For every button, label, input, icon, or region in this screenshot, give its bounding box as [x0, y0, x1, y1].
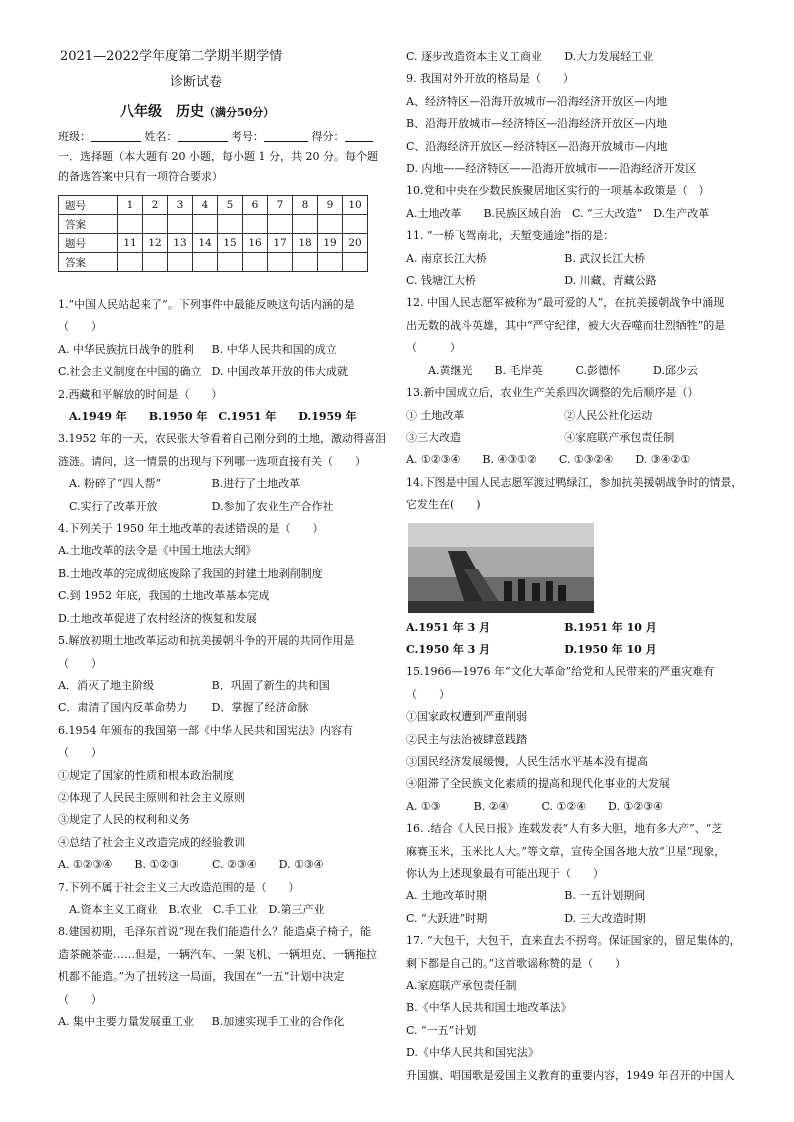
question-line: ①国家政权遭到严重削弱 — [406, 710, 527, 724]
question-number-cell: 20 — [343, 234, 368, 253]
answer-cell[interactable] — [118, 215, 143, 234]
question-line: 12. 中国人民志愿军被称为“最可爱的人”，在抗美援朝战争中涌现 — [406, 296, 725, 310]
option-row — [406, 248, 750, 270]
grade-subject — [58, 98, 392, 127]
exam-no-field[interactable] — [264, 129, 308, 142]
option-text: A. 集中主要力量发展重工业 — [58, 1015, 194, 1028]
score-field[interactable] — [345, 129, 373, 142]
answer-cell[interactable] — [243, 215, 268, 234]
question-number-cell: 3 — [168, 196, 193, 215]
question-line: 麻赛玉米，玉米比人大。”等文章，宣传全国各地大放“卫星”现象， — [406, 844, 726, 858]
question-line: A. ①③ B. ②④ C. ①②④ D. ①②③④ — [406, 799, 663, 813]
answer-cell[interactable] — [118, 253, 143, 272]
question-line: A. ①②③④ B. ④③①② C. ①③②④ D. ③④②① — [406, 453, 691, 467]
question-line: ④阻滞了全民族文化素质的提高和现代化事业的大发展 — [406, 777, 670, 791]
question-number-header: 题号 — [59, 196, 118, 215]
option-row — [406, 885, 750, 907]
option-row — [406, 270, 750, 292]
question-line: （ ） — [58, 320, 102, 334]
option-text: C. 逐步改造资本主义工商业 — [406, 50, 543, 63]
answer-cell[interactable] — [318, 215, 343, 234]
question-line: 2.西藏和平解放的时间是（ ） — [58, 387, 223, 401]
class-label: 班级： — [58, 130, 91, 143]
option-text: A. 南京长江大桥 — [406, 251, 487, 265]
question-line: ②体现了人民民主原则和社会主义原则 — [58, 790, 245, 804]
question-number-cell: 14 — [193, 234, 218, 253]
question-line: B、沿海开放城市—经济特区—沿海经济开放区—内地 — [406, 117, 668, 131]
class-field[interactable] — [91, 129, 141, 142]
right-questions-top — [406, 46, 750, 517]
option-text: B.进行了土地改革 — [211, 477, 301, 491]
question-line: B.《中华人民共和国土地改革法》 — [406, 1001, 572, 1015]
question-line: 它发生在( ) — [406, 498, 481, 512]
answer-cell[interactable] — [268, 253, 293, 272]
question-line: 造茶碗茶壶……但是，一辆汽车、一架飞机、一辆坦克、一辆拖拉 — [58, 947, 377, 961]
table-row — [59, 196, 368, 215]
instructions-line1: 一．选择题（本大题有 20 小题，每小题 1 分，共 20 分。每个题 — [58, 150, 378, 163]
option-row — [58, 473, 392, 495]
name-field[interactable] — [178, 129, 228, 142]
question-line: （ ） — [406, 341, 461, 355]
question-number-cell: 5 — [218, 196, 243, 215]
question-number-cell: 15 — [218, 234, 243, 253]
right-column — [406, 46, 750, 1087]
question-line: 7.下列不属于社会主义三大改造范围的是（ ） — [58, 880, 300, 894]
right-questions-bottom — [406, 617, 750, 1088]
answer-cell[interactable] — [193, 215, 218, 234]
question-line: 5.解放初期土地改革运动和抗美援朝斗争的开展的共同作用是 — [58, 634, 355, 648]
question-line: 6.1954 年颁布的我国第一部《中华人民共和国宪法》内容有 — [58, 723, 353, 737]
student-info-line — [58, 127, 392, 147]
option-row — [58, 361, 392, 383]
table-row — [59, 253, 368, 272]
option-text: ②人民公社化运动 — [564, 408, 653, 422]
option-text: ④家庭联产承包责任制 — [564, 430, 675, 444]
exam-no-label: 考号： — [231, 130, 264, 143]
question-line: A.黄继光 B. 毛岸英 C.彭德怀 D.邱少云 — [406, 363, 698, 377]
question-line: （ ） — [406, 687, 450, 701]
question-line: 1.“中国人民站起来了”。下列事件中最能反映这句话内涵的是 — [58, 298, 355, 311]
question-line: 13.新中国成立后，农业生产关系四次调整的先后顺序是（） — [406, 386, 699, 400]
question-line: ①规定了国家的性质和根本政治制度 — [58, 768, 234, 782]
option-text: B.1951 年 10 月 — [564, 620, 657, 634]
option-text: A. 中华民族抗日战争的胜利 — [58, 342, 194, 356]
answer-cell[interactable] — [343, 253, 368, 272]
question-number-cell: 18 — [293, 234, 318, 253]
option-row — [406, 405, 750, 427]
answer-cell[interactable] — [218, 253, 243, 272]
answer-cell[interactable] — [318, 253, 343, 272]
left-column — [58, 46, 392, 1033]
answer-cell[interactable] — [143, 253, 168, 272]
answer-cell[interactable] — [243, 253, 268, 272]
question-line: C.到 1952 年底，我国的土地改革基本完成 — [58, 589, 270, 603]
question-number-cell: 16 — [243, 234, 268, 253]
full-score: （满分50分） — [204, 106, 275, 119]
question-line: 剩下都是自己的。”这首歌谣称赞的是（ ） — [406, 956, 627, 970]
question-line: 涟涟。请问，这一情景的出现与下列哪一选项直接有关（ ） — [58, 454, 366, 468]
answer-cell[interactable] — [218, 215, 243, 234]
answer-cell[interactable] — [268, 215, 293, 234]
option-text: B. 武汉长江大桥 — [564, 251, 646, 265]
question-line: 9. 我国对外开放的格局是（ ） — [406, 72, 574, 86]
option-row — [406, 617, 750, 639]
option-text: C.1950 年 3 月 — [406, 642, 491, 656]
option-text: C.实行了改革开放 — [58, 499, 158, 513]
option-row — [58, 1011, 392, 1033]
question-number-cell: 9 — [318, 196, 343, 215]
question-line: （ ） — [58, 992, 102, 1006]
option-row — [58, 675, 392, 697]
question-line: 14.下图是中国人民志愿军渡过鸭绿江，参加抗美援朝战争时的情景， — [406, 475, 743, 489]
option-text: D．掌握了经济命脉 — [211, 701, 309, 715]
score-label: 得分： — [311, 130, 345, 143]
answer-cell[interactable] — [343, 215, 368, 234]
option-text: C. “大跃进”时期 — [406, 911, 488, 925]
question-line: C、沿海经济开放区—经济特区—沿海开放城市—内地 — [406, 139, 668, 153]
question-line: A.土地改革 B.民族区域自治 C. “三大改造” D.生产改革 — [406, 206, 710, 220]
answer-cell[interactable] — [293, 253, 318, 272]
answer-cell[interactable] — [168, 215, 193, 234]
option-row — [406, 46, 750, 68]
question-number-cell: 11 — [118, 234, 143, 253]
exam-title-line2: 诊断试卷 — [170, 75, 223, 90]
option-row — [406, 427, 750, 449]
option-text: D. 三大改造时期 — [564, 911, 646, 925]
option-text: D.参加了农业生产合作社 — [211, 499, 334, 513]
question-line: ③规定了人民的权利和义务 — [58, 813, 190, 827]
question-line: D. 内地——经济特区——沿海开放城市——沿海经济开发区 — [406, 162, 697, 176]
question-line: 10.党和中央在少数民族聚居地区实行的一项基本政策是（ ） — [406, 184, 710, 198]
question-number-cell: 19 — [318, 234, 343, 253]
option-text: B.加速实现手工业的合作化 — [211, 1015, 345, 1028]
question-line: 3.1952 年的一天，农民张大爷看着自己刚分到的土地，激动得喜泪 — [58, 432, 386, 446]
name-label: 姓名： — [144, 130, 178, 143]
option-text: B．巩固了新生的共和国 — [211, 678, 330, 692]
river-crossing-photo-icon — [408, 523, 594, 613]
option-row — [58, 496, 392, 518]
option-text: A．消灭了地主阶级 — [58, 678, 154, 692]
question-number-header: 题号 — [59, 234, 118, 253]
question-line: 8.建国初期，毛泽东首说“现在我们能造什么？能造桌子椅子，能 — [58, 925, 372, 939]
question-line: D.《中华人民共和国宪法》 — [406, 1046, 539, 1060]
grade-subject-text: 八年级 历史 — [120, 104, 204, 120]
question-number-cell: 6 — [243, 196, 268, 215]
question-line: 升国旗、唱国歌是爱国主义教育的重要内容，1949 年召开的中国人 — [406, 1068, 735, 1082]
question-line: A. ①②③④ B. ①②③ C. ②③④ D. ①③④ — [58, 858, 324, 872]
question-number-cell: 4 — [193, 196, 218, 215]
option-text: A. 粉碎了“四人帮” — [58, 477, 162, 491]
question-line: 机都不能造。”为了扭转这一局面，我国在“一五”计划中决定 — [58, 970, 345, 984]
option-text: D.1950 年 10 月 — [564, 642, 657, 656]
answer-cell[interactable] — [193, 253, 218, 272]
instructions-line2: 的备选答案中只有一项符合要求） — [58, 170, 223, 183]
option-text: C.社会主义制度在中国的确立 — [58, 365, 202, 379]
left-questions — [58, 294, 392, 1033]
question-line: 17. “大包干，大包干，直来直去不拐弯。保证国家的，留足集体的， — [406, 934, 741, 948]
photo-scene — [408, 523, 594, 613]
question-line: C. “一五”计划 — [406, 1023, 477, 1037]
question-line: 16. .结合《人民日报》连载发表“人有多大胆，地有多大产”、“芝 — [406, 822, 723, 836]
question-line: 11. “一桥飞驾南北，天堑变通途”指的是： — [406, 229, 615, 243]
question-line: A.家庭联产承包责任制 — [406, 979, 517, 993]
answer-header: 答案 — [59, 253, 118, 272]
answer-table — [58, 195, 368, 272]
question-line: 4.下列关于 1950 年土地改革的表述错误的是（ ） — [58, 522, 324, 536]
option-text: B. 一五计划期间 — [564, 889, 646, 903]
question-line: D.土地改革促进了农村经济的恢复和发展 — [58, 611, 257, 625]
table-row — [59, 215, 368, 234]
question-number-cell: 12 — [143, 234, 168, 253]
option-text: D. 中国改革开放的伟大成就 — [211, 365, 349, 379]
question-line: ②民主与法治被肆意践踏 — [406, 732, 527, 746]
option-text: A.1951 年 3 月 — [406, 620, 491, 634]
question-line: 你认为上述现象最有可能出现于（ ） — [406, 867, 604, 880]
option-row — [58, 697, 392, 719]
question-line: A.1949 年 B.1950 年 C.1951 年 D.1959 年 — [58, 410, 357, 424]
question-line: ③国民经济发展缓慢，人民生活水平基本没有提高 — [406, 754, 648, 768]
option-text: B. 中华人民共和国的成立 — [211, 342, 337, 356]
question-number-cell: 7 — [268, 196, 293, 215]
table-row — [59, 234, 368, 253]
question-line: A、经济特区—沿海开放城市—沿海经济开放区—内地 — [406, 94, 667, 108]
answer-cell[interactable] — [143, 215, 168, 234]
option-row — [406, 908, 750, 930]
option-text: C. 钱塘江大桥 — [406, 274, 477, 288]
option-text: ③三大改造 — [406, 430, 461, 444]
question-number-cell: 8 — [293, 196, 318, 215]
question-line: B.土地改革的完成彻底废除了我国的封建土地剥削制度 — [58, 566, 323, 580]
option-text: D.大力发展轻工业 — [564, 50, 654, 63]
option-row — [58, 339, 392, 361]
option-text: ① 土地改革 — [406, 408, 465, 422]
answer-header: 答案 — [59, 215, 118, 234]
question-line: A.土地改革的法令是《中国土地法大纲》 — [58, 544, 257, 558]
question-line: ④总结了社会主义改造完成的经验教训 — [58, 835, 245, 849]
answer-cell[interactable] — [168, 253, 193, 272]
question-line: （ ） — [58, 746, 102, 760]
option-text: D. 川藏、青藏公路 — [564, 274, 657, 288]
question-line: A.资本主义工商业 B.农业 C.手工业 D.第三产业 — [58, 902, 325, 916]
question-number-cell: 13 — [168, 234, 193, 253]
answer-cell[interactable] — [293, 215, 318, 234]
question-number-cell: 1 — [118, 196, 143, 215]
option-text: C．肃清了国内反革命势力 — [58, 701, 188, 715]
option-text: A. 土地改革时期 — [406, 889, 487, 903]
question-number-cell: 17 — [268, 234, 293, 253]
question-line: （ ） — [58, 656, 102, 670]
question-line: 15.1966—1976 年“文化大革命”给党和人民带来的严重灾难有 — [406, 665, 715, 679]
question-line: 出无数的战斗英雄，其中“严守纪律，被大火吞噬而壮烈牺牲”的是 — [406, 318, 726, 332]
question-number-cell: 2 — [143, 196, 168, 215]
question-number-cell: 10 — [343, 196, 368, 215]
exam-title-line1: 2021—2022学年度第二学期半期学情 — [60, 49, 283, 64]
option-row — [406, 639, 750, 661]
